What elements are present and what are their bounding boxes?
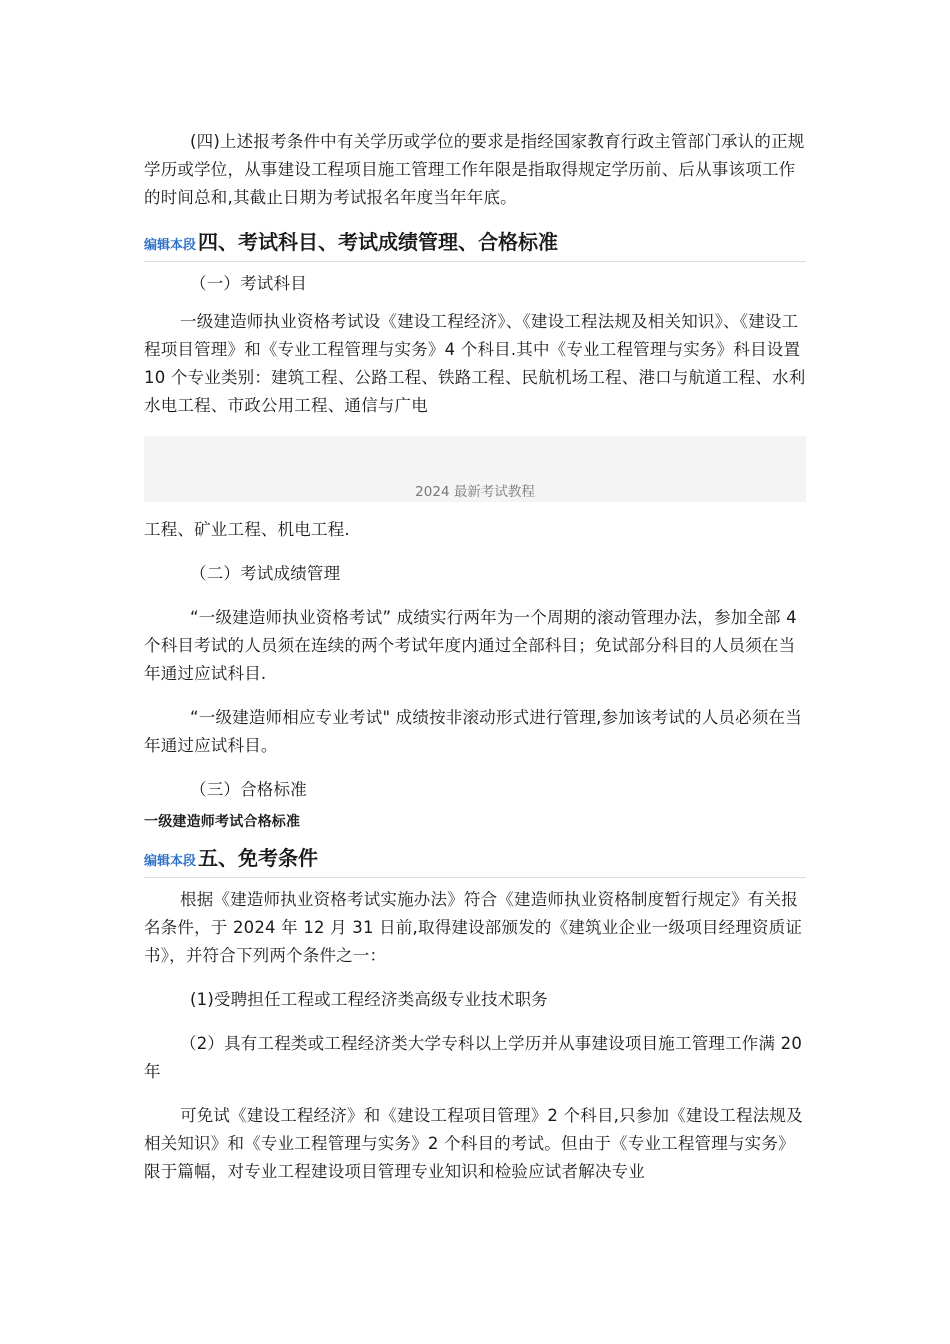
exemption-paragraph: 可免试《建设工程经济》和《建设工程项目管理》2 个科目,只参加《建设工程法规及相关知识》和《专业工程管理与实务》2 个科目的考试。但由于《专业工程管理与实务》限于篇幅，对专业工程建设项目管理专业知识和检验应试者解决专业: [144, 1106, 803, 1181]
subheading-exam-subjects: （一）考试科目: [190, 274, 307, 293]
section-5-header: [144, 842, 806, 878]
ad-banner[interactable]: [144, 436, 806, 502]
exemption-condition-1: (1)受聘担任工程或工程经济类高级专业技术职务: [190, 990, 548, 1009]
edit-section-link[interactable]: 编辑本段: [144, 238, 197, 253]
exemption-intro-paragraph: 根据《建造师执业资格考试实施办法》符合《建造师执业资格制度暂行规定》有关报名条件，于 2024 年 12 月 31 日前,取得建设部颁发的《建筑业企业一级项目经理资质证书》，并符合下列两个条件之一：: [144, 890, 803, 965]
subheading-score-management: （二）考试成绩管理: [190, 564, 341, 583]
article-body: [144, 128, 806, 1186]
section-4-header: [144, 226, 806, 262]
section-4-title: 四、考试科目、考试成绩管理、合格标准: [198, 230, 559, 254]
pass-standard-label: 一级建造师考试合格标准: [144, 814, 301, 830]
exam-subjects-continued: 工程、矿业工程、机电工程.: [144, 520, 350, 539]
score-management-paragraph-2: “一级建造师相应专业考试" 成绩按非滚动形式进行管理,参加该考试的人员必须在当年通过应试科目。: [144, 708, 802, 755]
exemption-condition-2: （2）具有工程类或工程经济类大学专科以上学历并从事建设项目施工管理工作满 20 年: [144, 1034, 803, 1081]
section-5-title: 五、免考条件: [198, 846, 319, 870]
score-management-paragraph-1: “一级建造师执业资格考试” 成绩实行两年为一个周期的滚动管理办法，参加全部 4 个科目考试的人员须在连续的两个考试年度内通过全部科目；免试部分科目的人员须在当年通过应试科目.: [144, 608, 797, 683]
ad-caption: 2024 最新考试教程: [415, 484, 535, 500]
edit-section-link[interactable]: 编辑本段: [144, 854, 197, 869]
exam-subjects-paragraph: 一级建造师执业资格考试设《建设工程经济》、《建设工程法规及相关知识》、《建设工程项目管理》和《专业工程管理与实务》4 个科目.其中《专业工程管理与实务》科目设置 10 个专业类别：建筑工程、公路工程、铁路工程、民航机场工程、港口与航道工程、水利水电工程、市政公用工程、通信与广电: [144, 312, 806, 415]
qualification-paragraph: (四)上述报考条件中有关学历或学位的要求是指经国家教育行政主管部门承认的正规学历或学位，从事建设工程项目施工管理工作年限是指取得规定学历前、后从事该项工作的时间总和,其截止日期为考试报名年度当年年底。: [144, 132, 805, 207]
subheading-pass-standard: （三）合格标准: [190, 780, 307, 799]
